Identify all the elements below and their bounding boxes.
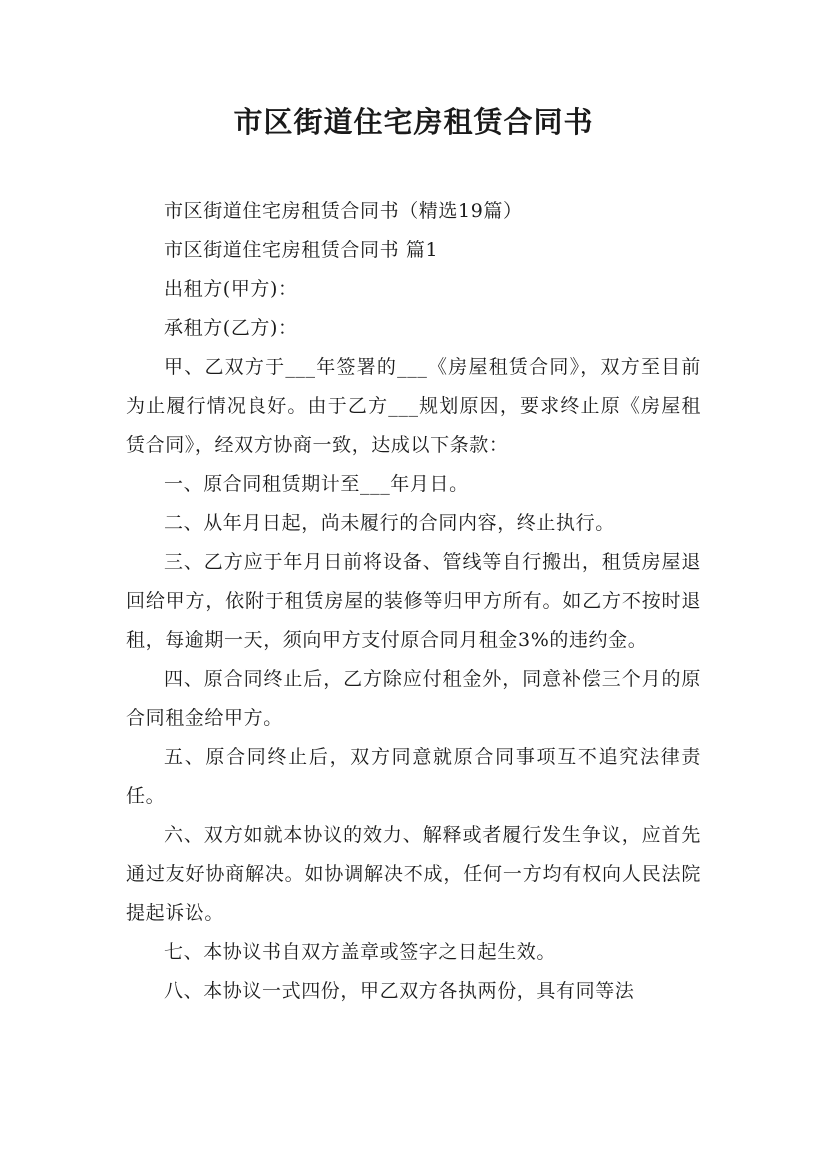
paragraph-preamble: 甲、乙双方于___年签署的___《房屋租赁合同》，双方至目前为止履行情况良好。由于乙方___规划原因，要求终止原《房屋租赁合同》，经双方协商一致，达成以下条款： bbox=[126, 356, 701, 456]
document-body bbox=[126, 192, 701, 1011]
paragraph-clause-7: 七、本协议书自双方盖章或签字之日起生效。 bbox=[164, 941, 557, 963]
document-title: 市区街道住宅房租赁合同书 bbox=[233, 105, 594, 139]
paragraph-clause-1: 一、原合同租赁期计至___年月日。 bbox=[164, 473, 469, 495]
paragraph-clause-8: 八、本协议一式四份，甲乙双方各执两份，具有同等法 bbox=[164, 980, 635, 1002]
paragraph-lessee: 承租方(乙方)： bbox=[164, 317, 298, 339]
paragraph-clause-6: 六、双方如就本协议的效力、解释或者履行发生争议，应首先通过友好协商解决。如协调解决不成，任何一方均有权向人民法院提起诉讼。 bbox=[126, 824, 701, 924]
paragraph-clause-3: 三、乙方应于年月日前将设备、管线等自行搬出，租赁房屋退回给甲方，依附于租赁房屋的装修等归甲方所有。如乙方不按时退租，每逾期一天，须向甲方支付原合同月租金3%的违约金。 bbox=[126, 551, 701, 651]
paragraph-clause-5: 五、原合同终止后，双方同意就原合同事项互不追究法律责任。 bbox=[126, 746, 701, 807]
paragraph-lessor: 出租方(甲方)： bbox=[164, 278, 298, 300]
paragraph-section-heading: 市区街道住宅房租赁合同书 篇1 bbox=[164, 239, 439, 261]
paragraph-clause-4: 四、原合同终止后，乙方除应付租金外，同意补偿三个月的原合同租金给甲方。 bbox=[126, 668, 701, 729]
paragraph-subtitle: 市区街道住宅房租赁合同书（精选19篇） bbox=[164, 200, 523, 222]
paragraph-clause-2: 二、从年月日起，尚未履行的合同内容，终止执行。 bbox=[164, 512, 615, 534]
